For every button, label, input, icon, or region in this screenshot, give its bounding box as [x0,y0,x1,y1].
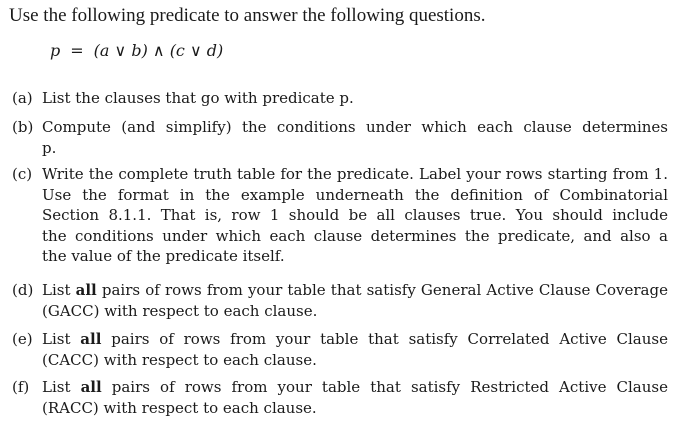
question-text [42,164,668,267]
question-text [42,280,668,321]
question-line-rest: pairs of rows from your table that satisfy Restricted Active Clause [111,378,668,396]
formula-lhs: p [50,41,61,60]
question-emphasis: all [80,378,102,396]
formula-rhs: (a ∨ b) ∧ (c ∨ d) [93,41,224,60]
question-line: the conditions under which each clause determines the predicate, and also a [42,226,668,245]
question-label: (c) [12,165,33,183]
formula-equals: = [70,41,84,60]
question-line: Section 8.1.1. That is, row 1 should be all clauses true. You should include [42,206,668,224]
question-line-rest: pairs of rows from your table that satisfy Correlated Active Clause [111,330,668,348]
question-line [42,377,668,398]
intro-text: Use the following predicate to answer the following questions. [9,5,486,26]
question-text [42,117,668,158]
predicate-formula [50,40,223,62]
question-line: (CACC) with respect to each clause. [42,350,317,369]
question-line: (GACC) with respect to each clause. [42,301,318,320]
question-label: (f) [12,378,30,396]
question-lead: List [42,281,71,299]
question-line [42,280,668,301]
question-line: Write the complete truth table for the predicate. Label your rows starting from 1. [42,165,668,183]
question-text [42,329,668,370]
question-line: p. [42,138,57,157]
question-line: List the clauses that go with predicate p. [42,89,354,107]
question-text [42,377,668,418]
question-line [42,329,668,350]
question-line: the value of the predicate itself. [42,247,285,265]
question-emphasis: all [75,281,97,299]
question-label: (b) [12,118,34,136]
question-label: (a) [12,89,33,107]
question-line-rest: pairs of rows from your table that satisfy General Active Clause Coverage [101,281,668,299]
question-label: (d) [12,281,34,299]
question-line: Compute (and simplify) the conditions under which each clause determines [42,118,668,136]
question-line: Use the format in the example underneath the definition of Combinatorial [42,185,668,204]
question-text [42,88,668,109]
question-label: (e) [12,330,33,348]
question-emphasis: all [80,330,102,348]
question-lead: List [42,378,71,396]
question-lead: List [42,330,71,348]
question-line: (RACC) with respect to each clause. [42,398,317,417]
